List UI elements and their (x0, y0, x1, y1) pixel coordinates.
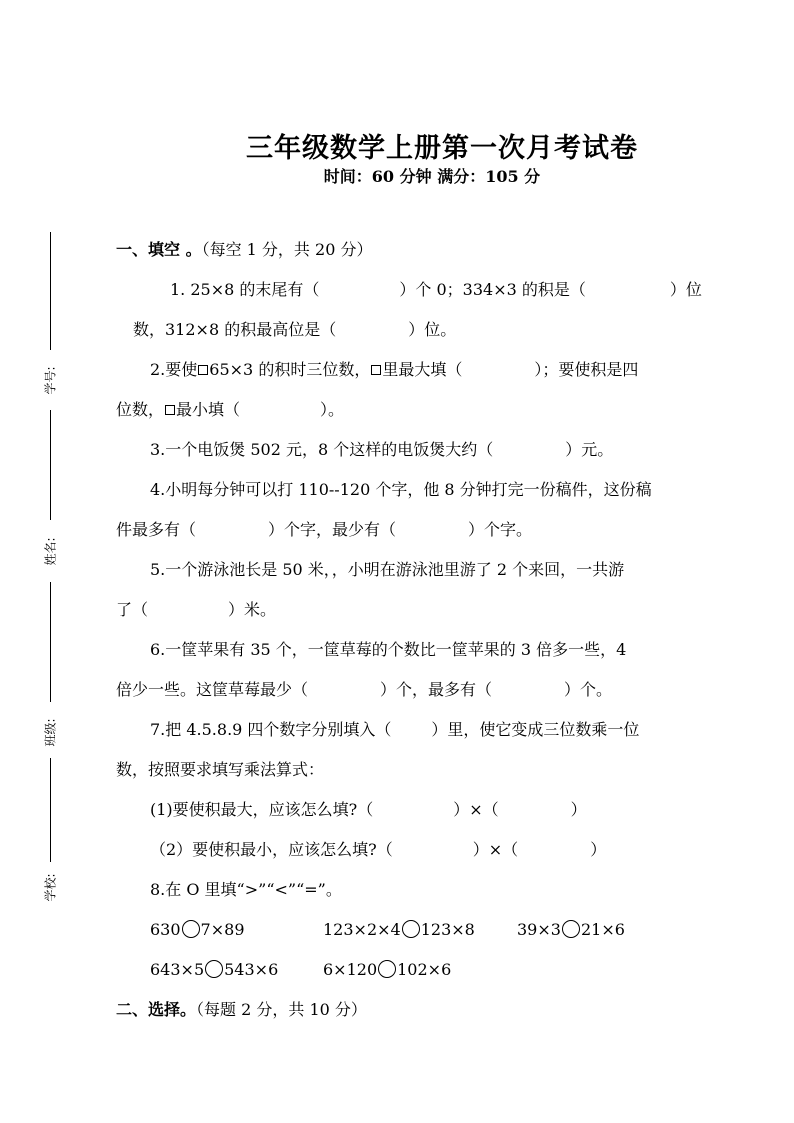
comparison-right: 123×8 (420, 920, 475, 939)
section-2-heading (116, 1000, 367, 1020)
compare-circle[interactable] (205, 960, 223, 978)
section-1-heading (116, 240, 372, 260)
q6-text: 倍少一些。这筐草莓最少（ (116, 680, 309, 699)
q2-text: 最小填（ (176, 400, 241, 419)
q2-text: 2.要使 (150, 360, 198, 379)
question-4-line-1: 4.小明每分钟可以打 110--120 个字，他 8 分钟打完一份稿件，这份稿 (150, 480, 652, 499)
q7-text: 7.把 4.5.8.9 四个数字分别填入（ (150, 720, 392, 739)
q1-text: 数，312×8 的积最高位是（ (133, 320, 337, 339)
compare-circle[interactable] (378, 960, 396, 978)
comparison-right: 21×6 (580, 920, 625, 939)
binding-line (50, 582, 51, 702)
question-1-line-1 (170, 280, 702, 300)
q3-text: 3.一个电饭煲 502 元，8 个这样的电饭煲大约（ (150, 440, 494, 459)
question-2-line-2 (116, 400, 344, 420)
question-5-line-2 (116, 600, 276, 620)
square-box-icon (371, 365, 381, 375)
q7-text: ） (590, 840, 607, 859)
section-2-note: （每题 2 分，共 10 分） (196, 1000, 367, 1019)
q4-text: ）个字，最少有（ (268, 520, 397, 539)
binding-line (50, 232, 51, 350)
comparison-left: 6×120 (323, 960, 378, 979)
comparison-left: 630 (150, 920, 181, 939)
question-1-line-2 (133, 320, 456, 340)
square-box-icon (165, 405, 175, 415)
q2-text: ）；要使积是四 (534, 360, 639, 379)
question-8-heading: 8.在 O 里填“>”“<”“=”。 (150, 880, 342, 899)
section-1-note: （每空 1 分，共 20 分） (201, 240, 373, 259)
question-6-line-1: 6.一筐苹果有 35 个，一筐草莓的个数比一筐苹果的 3 倍多一些，4 (150, 640, 627, 659)
binding-line (50, 758, 51, 862)
class-label: 班级: (43, 718, 58, 747)
comparison-right: 7×89 (200, 920, 245, 939)
q5-text: 了（ (116, 600, 149, 619)
q1-text: ）位。 (408, 320, 457, 339)
q7-text: ） (570, 800, 587, 819)
question-7-part-1 (150, 800, 587, 820)
question-6-line-2 (116, 680, 612, 700)
compare-circle[interactable] (182, 920, 200, 938)
q2-text: 里最大填（ (382, 360, 463, 379)
question-4-line-2 (116, 520, 532, 540)
comparison-item (150, 960, 278, 980)
comparison-item (323, 920, 475, 940)
exam-title: 三年级数学上册第一次月考试卷 (246, 133, 638, 164)
q7-text: ）×（ (453, 800, 499, 819)
question-2-line-1 (150, 360, 638, 380)
section-2-title: 二、选择。 (116, 1000, 197, 1019)
q7-text: （2）要使积最小，应该怎么填?（ (150, 840, 393, 859)
section-1-title: 一、填空 。 (116, 240, 202, 259)
q1-text: ）个 0；334×3 的积是（ (399, 280, 586, 299)
q1-text: 1. 25×8 的末尾有（ (170, 280, 320, 299)
q7-text: (1)要使积最大，应该怎么填?（ (150, 800, 374, 819)
q2-text: 位数， (116, 400, 165, 419)
q7-text: ）×（ (472, 840, 519, 859)
compare-circle[interactable] (562, 920, 580, 938)
q2-text: ）。 (320, 400, 345, 419)
q1-text: ）位 (669, 280, 702, 299)
school-label: 学校: (43, 873, 58, 902)
question-7-part-2 (150, 840, 606, 860)
question-7-line-1 (150, 720, 639, 740)
student-name-label: 姓名: (43, 537, 58, 566)
compare-circle[interactable] (402, 920, 420, 938)
comparison-right: 543×6 (224, 960, 279, 979)
q6-text: ）个。 (564, 680, 613, 699)
q5-text: ）米。 (228, 600, 277, 619)
q3-text: ）元。 (565, 440, 614, 459)
q4-text: ）个字。 (468, 520, 533, 539)
q4-text: 件最多有（ (116, 520, 197, 539)
binding-line (50, 410, 51, 520)
q2-text: 65×3 的积时三位数， (209, 360, 371, 379)
student-number-label: 学号: (43, 366, 58, 395)
question-3 (150, 440, 613, 460)
comparison-left: 643×5 (150, 960, 205, 979)
comparison-item (150, 920, 245, 940)
comparison-left: 123×2×4 (323, 920, 401, 939)
comparison-left: 39×3 (517, 920, 561, 939)
exam-subtitle: 时间：60 分钟 满分：105 分 (323, 167, 541, 186)
comparison-item (323, 960, 451, 980)
comparison-right: 102×6 (397, 960, 452, 979)
question-7-line-2: 数，按照要求填写乘法算式： (116, 760, 325, 779)
question-5-line-1: 5.一个游泳池长是 50 米，，小明在游泳池里游了 2 个来回，一共游 (150, 560, 625, 579)
q6-text: ）个，最多有（ (380, 680, 493, 699)
square-box-icon (198, 365, 208, 375)
comparison-item (517, 920, 625, 940)
q7-text: ）里，使它变成三位数乘一位 (431, 720, 640, 739)
